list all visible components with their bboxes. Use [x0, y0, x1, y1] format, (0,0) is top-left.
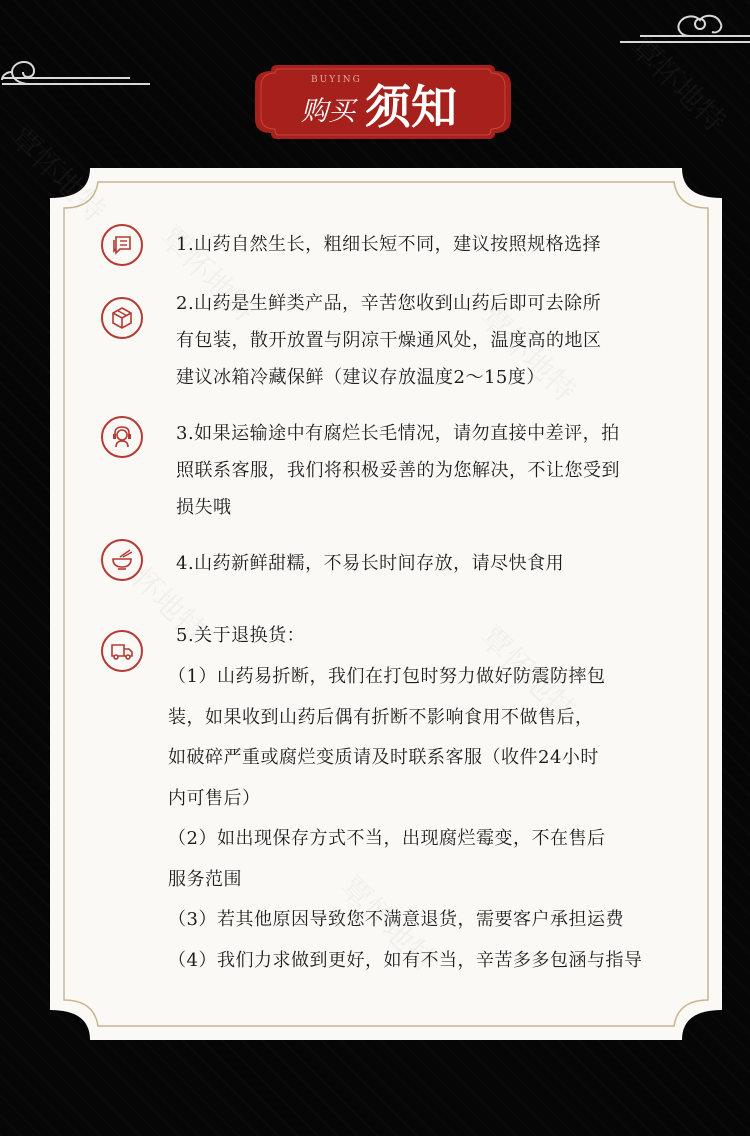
- cloud-decoration-right: [620, 8, 750, 48]
- notice-line: 建议冰箱冷藏保鲜（建议存放温度2～15度）: [176, 367, 545, 388]
- title-english: BUYING: [311, 75, 362, 85]
- policy-line: 内可售后）: [168, 787, 261, 809]
- policy-line: 服务范围: [168, 868, 242, 890]
- policy-line: 如破碎严重或腐烂变质请及时联系客服（收件24小时: [168, 747, 599, 768]
- cloud-decoration-left: [0, 60, 150, 90]
- notice-line: 3.如果运输途中有腐烂长毛情况，请勿直接中差评，拍: [176, 423, 620, 444]
- notice-line: 1.山药自然生长，粗细长短不同，建议按照规格选择: [176, 234, 602, 255]
- notice-item-2: [176, 285, 602, 396]
- notice-line: 照联系客服，我们将积极妥善的为您解决，不让您受到: [176, 460, 620, 481]
- title-banner: [253, 63, 513, 141]
- message-icon: [101, 224, 143, 266]
- notice-item-4: [176, 545, 564, 582]
- notice-line: 损失哦: [176, 497, 232, 518]
- notice-line: 有包装，散开放置与阴凉干燥通风处，温度高的地区: [176, 330, 602, 351]
- notice-item-1: [176, 226, 601, 263]
- return-policy-list: [168, 657, 642, 981]
- notice-line: 2.山药是生鲜类产品，辛苦您收到山药后即可去除所: [176, 293, 602, 314]
- policy-line: （4）我们力求做到更好，如有不当，辛苦多多包涵与指导: [168, 949, 643, 971]
- policy-line: （3）若其他原因导致您不满意退货，需要客户承担运费: [168, 909, 624, 930]
- policy-line: 装，如果收到山药后偶有折断不影响食用不做售后，: [168, 706, 594, 728]
- notice-item-5: [176, 617, 305, 654]
- food-bowl-icon: [101, 539, 143, 581]
- policy-line: （2）如出现保存方式不当，出现腐烂霉变，不在售后: [168, 828, 606, 849]
- policy-line: （1）山药易折断，我们在打包时努力做好防震防摔包: [168, 666, 606, 687]
- customer-service-icon: [101, 416, 143, 458]
- notice-line: 4.山药新鲜甜糯，不易长时间存放，请尽快食用: [176, 553, 565, 574]
- notice-item-3: [176, 415, 620, 526]
- title-small-text: 购买: [301, 96, 355, 127]
- notice-line: 5.关于退换货：: [176, 625, 306, 646]
- package-box-icon: [101, 297, 143, 339]
- page-title: 须知: [365, 80, 457, 134]
- delivery-truck-icon: [101, 630, 143, 672]
